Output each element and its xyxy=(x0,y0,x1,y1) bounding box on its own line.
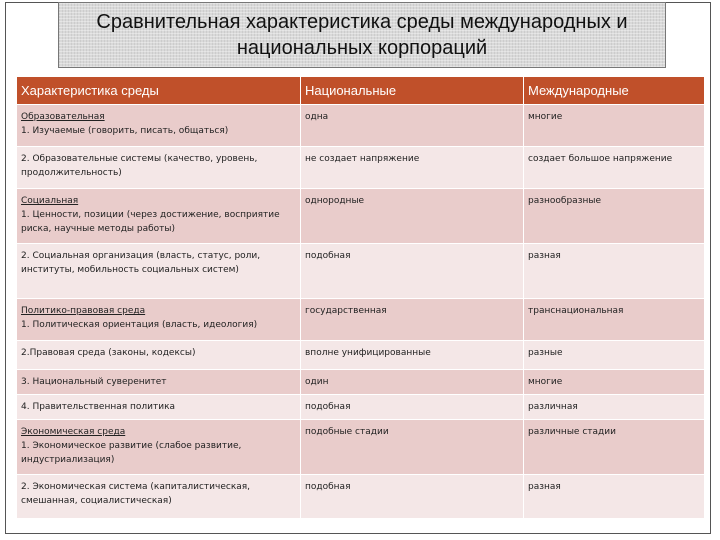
cell-characteristic xyxy=(17,244,301,299)
header-characteristic: Характеристика среды xyxy=(17,77,301,105)
cell-national: не создает напряжение xyxy=(301,147,524,189)
cell-national: однородные xyxy=(301,189,524,244)
title-box xyxy=(58,2,666,68)
cell-characteristic xyxy=(17,370,301,395)
cell-national: одна xyxy=(301,105,524,147)
cell-national: подобная xyxy=(301,395,524,420)
table-row xyxy=(17,147,705,189)
cell-characteristic xyxy=(17,105,301,147)
characteristic-text: 4. Правительственная политика xyxy=(21,402,176,412)
characteristic-text: 2.Правовая среда (законы, кодексы) xyxy=(21,348,196,358)
characteristic-text: 2. Экономическая система (капиталистическая, смешанная, социалистическая) xyxy=(21,482,251,506)
table-row xyxy=(17,189,705,244)
header-national: Национальные xyxy=(301,77,524,105)
section-label: Образовательная xyxy=(21,112,105,122)
cell-characteristic xyxy=(17,147,301,189)
characteristic-text: 1. Экономическое развитие (слабое развитие, индустриализация) xyxy=(21,441,242,465)
cell-national: вполне унифицированные xyxy=(301,341,524,370)
comparison-table xyxy=(16,76,705,519)
characteristic-text: 2. Социальная организация (власть, статус, роли, институты, мобильность социальных систем) xyxy=(21,251,261,275)
cell-characteristic xyxy=(17,475,301,519)
table-row xyxy=(17,299,705,341)
table-header-row xyxy=(17,77,705,105)
cell-characteristic xyxy=(17,420,301,475)
cell-international: многие xyxy=(524,370,705,395)
table-row xyxy=(17,370,705,395)
characteristic-text: 1. Политическая ориентация (власть, идеология) xyxy=(21,320,258,330)
cell-international: многие xyxy=(524,105,705,147)
table-row xyxy=(17,341,705,370)
cell-national: подобная xyxy=(301,244,524,299)
cell-international: разнообразные xyxy=(524,189,705,244)
header-international: Международные xyxy=(524,77,705,105)
characteristic-text: 3. Национальный суверенитет xyxy=(21,377,167,387)
cell-characteristic xyxy=(17,189,301,244)
page-title: Сравнительная характеристика среды международных и национальных корпораций xyxy=(96,11,628,59)
cell-international: создает большое напряжение xyxy=(524,147,705,189)
cell-national: государственная xyxy=(301,299,524,341)
cell-international: различная xyxy=(524,395,705,420)
table-row xyxy=(17,420,705,475)
section-label: Социальная xyxy=(21,196,79,206)
section-label: Политико-правовая среда xyxy=(21,306,146,316)
cell-national: подобные стадии xyxy=(301,420,524,475)
cell-characteristic xyxy=(17,341,301,370)
cell-international: транснациональная xyxy=(524,299,705,341)
cell-national: один xyxy=(301,370,524,395)
section-label: Экономическая среда xyxy=(21,427,126,437)
table-row xyxy=(17,105,705,147)
cell-characteristic xyxy=(17,395,301,420)
table-row xyxy=(17,244,705,299)
cell-international: разная xyxy=(524,244,705,299)
cell-national: подобная xyxy=(301,475,524,519)
characteristic-text: 2. Образовательные системы (качество, уровень, продолжительность) xyxy=(21,154,258,178)
cell-international: различные стадии xyxy=(524,420,705,475)
cell-characteristic xyxy=(17,299,301,341)
table-row xyxy=(17,395,705,420)
characteristic-text: 1. Ценности, позиции (через достижение, восприятие риска, научные методы работы) xyxy=(21,210,280,234)
cell-international: разная xyxy=(524,475,705,519)
cell-international: разные xyxy=(524,341,705,370)
table-row xyxy=(17,475,705,519)
characteristic-text: 1. Изучаемые (говорить, писать, общаться) xyxy=(21,126,229,136)
